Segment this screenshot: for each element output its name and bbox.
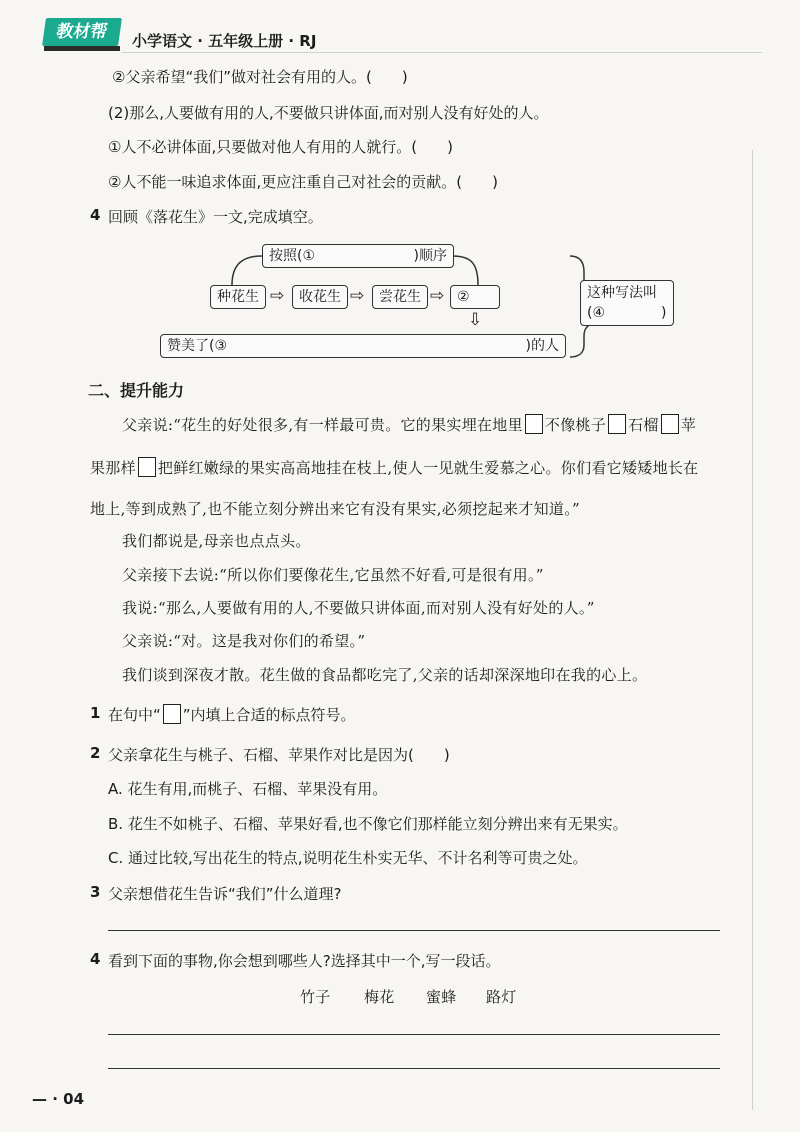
q3-sub2: (2)那么,人要做有用的人,不要做只讲体面,而对别人没有好处的人。: [108, 104, 549, 122]
passage-text: 苹: [680, 416, 697, 434]
item-bamboo: 竹子: [300, 988, 331, 1006]
answer-line[interactable]: [108, 930, 720, 931]
question-number: 3: [90, 883, 101, 901]
step-plant-peanut: 种花生: [210, 285, 266, 309]
punctuation-box-icon: [163, 704, 181, 724]
choice-c[interactable]: C. 通过比较,写出花生的特点,说明花生朴实无华、不计名利等可贵之处。: [108, 849, 588, 867]
question-text: 看到下面的事物,你会想到哪些人?选择其中一个,写一段话。: [108, 952, 501, 970]
step-taste-peanut: 尝花生: [372, 285, 428, 309]
passage-line-6: 我说:“那么,人要做有用的人,不要做只讲体面,而对别人没有好处的人。”: [122, 599, 595, 617]
item-bee: 蜜蜂: [426, 988, 457, 1006]
book-title: 小学语文 · 五年级上册 · RJ: [132, 32, 317, 50]
punctuation-blank[interactable]: [138, 457, 156, 477]
punctuation-blank[interactable]: [608, 414, 626, 434]
choice-b[interactable]: B. 花生不如桃子、石榴、苹果好看,也不像它们那样能立刻分辨出来有无果实。: [108, 815, 628, 833]
down-arrow-icon: ⇩: [468, 310, 483, 330]
praise-box[interactable]: [160, 334, 566, 358]
right-arrow-icon: ⇨: [350, 286, 365, 306]
passage-text: 果那样: [90, 459, 136, 477]
right-arrow-icon: ⇨: [270, 286, 285, 306]
step-blank-2[interactable]: ②: [450, 285, 500, 309]
passage-text: 不像桃子: [544, 416, 607, 434]
publisher-logo: 教材帮: [42, 18, 122, 46]
order-box: [262, 244, 454, 268]
question-text: 回顾《落花生》一文,完成填空。: [108, 208, 323, 226]
passage-line-2: [90, 457, 698, 478]
method-line-1: 这种写法叫: [587, 285, 657, 301]
q3-sub2-option-2: ②人不能一味追求体面,更应注重自己对社会的贡献。( ): [108, 173, 498, 191]
question-number: 4: [90, 950, 101, 968]
question-text: 父亲拿花生与桃子、石榴、苹果作对比是因为( ): [108, 746, 450, 764]
item-plum-blossom: 梅花: [364, 988, 395, 1006]
passage-line-8: 我们谈到深夜才散。花生做的食品都吃完了,父亲的话却深深地印在我的心上。: [122, 666, 648, 684]
passage-line-4: 我们都说是,母亲也点点头。: [122, 532, 311, 550]
punctuation-blank[interactable]: [525, 414, 543, 434]
passage-line-7: 父亲说:“对。这是我对你们的希望。”: [122, 632, 366, 650]
passage-text: 把鲜红嫩绿的果实高高地挂在枝上,使人一见就生爱慕之心。你们看它矮矮地长在: [157, 459, 699, 477]
method-line-2: (④ ): [587, 305, 667, 321]
step-harvest-peanut: 收花生: [292, 285, 348, 309]
question-number: 4: [90, 206, 101, 224]
answer-line[interactable]: [108, 1068, 720, 1069]
order-prefix: 按照(①: [269, 248, 316, 264]
question-text: 父亲想借花生告诉“我们”什么道理?: [108, 885, 342, 903]
question-text: [108, 704, 356, 725]
passage-line-3: 地上,等到成熟了,也不能立刻分辨出来它有没有果实,必须挖起来才知道。”: [90, 500, 580, 518]
method-box[interactable]: [580, 280, 674, 326]
page-number: — · 04: [32, 1090, 85, 1108]
binding-gutter-line: [752, 150, 753, 1110]
punctuation-blank[interactable]: [661, 414, 679, 434]
item-street-lamp: 路灯: [486, 988, 517, 1006]
right-arrow-icon: ⇨: [430, 286, 445, 306]
praise-prefix: 赞美了(③: [167, 338, 228, 354]
question-number: 2: [90, 744, 101, 762]
q1-text-a: 在句中“: [108, 706, 161, 724]
section-heading: 二、提升能力: [88, 381, 185, 400]
q3-sub2-option-1: ①人不必讲体面,只要做对他人有用的人就行。( ): [108, 138, 453, 156]
passage-line-5: 父亲接下去说:“所以你们要像花生,它虽然不好看,可是很有用。”: [122, 566, 544, 584]
flow-diagram: [0, 0, 800, 380]
order-suffix: )顺序: [413, 248, 447, 264]
q1-text-b: ”内填上合适的标点符号。: [182, 706, 356, 724]
passage-line-1: [122, 414, 696, 435]
passage-text: 石榴: [628, 416, 659, 434]
question-number: 1: [90, 704, 101, 722]
answer-line[interactable]: [108, 1034, 720, 1035]
passage-text: 父亲说:“花生的好处很多,有一样最可贵。它的果实埋在地里: [122, 416, 523, 434]
diagram-connectors: [0, 0, 800, 380]
q3-option-2: ②父亲希望“我们”做对社会有用的人。( ): [112, 68, 408, 86]
choice-a[interactable]: A. 花生有用,而桃子、石榴、苹果没有用。: [108, 780, 388, 798]
praise-suffix: )的人: [525, 338, 559, 354]
